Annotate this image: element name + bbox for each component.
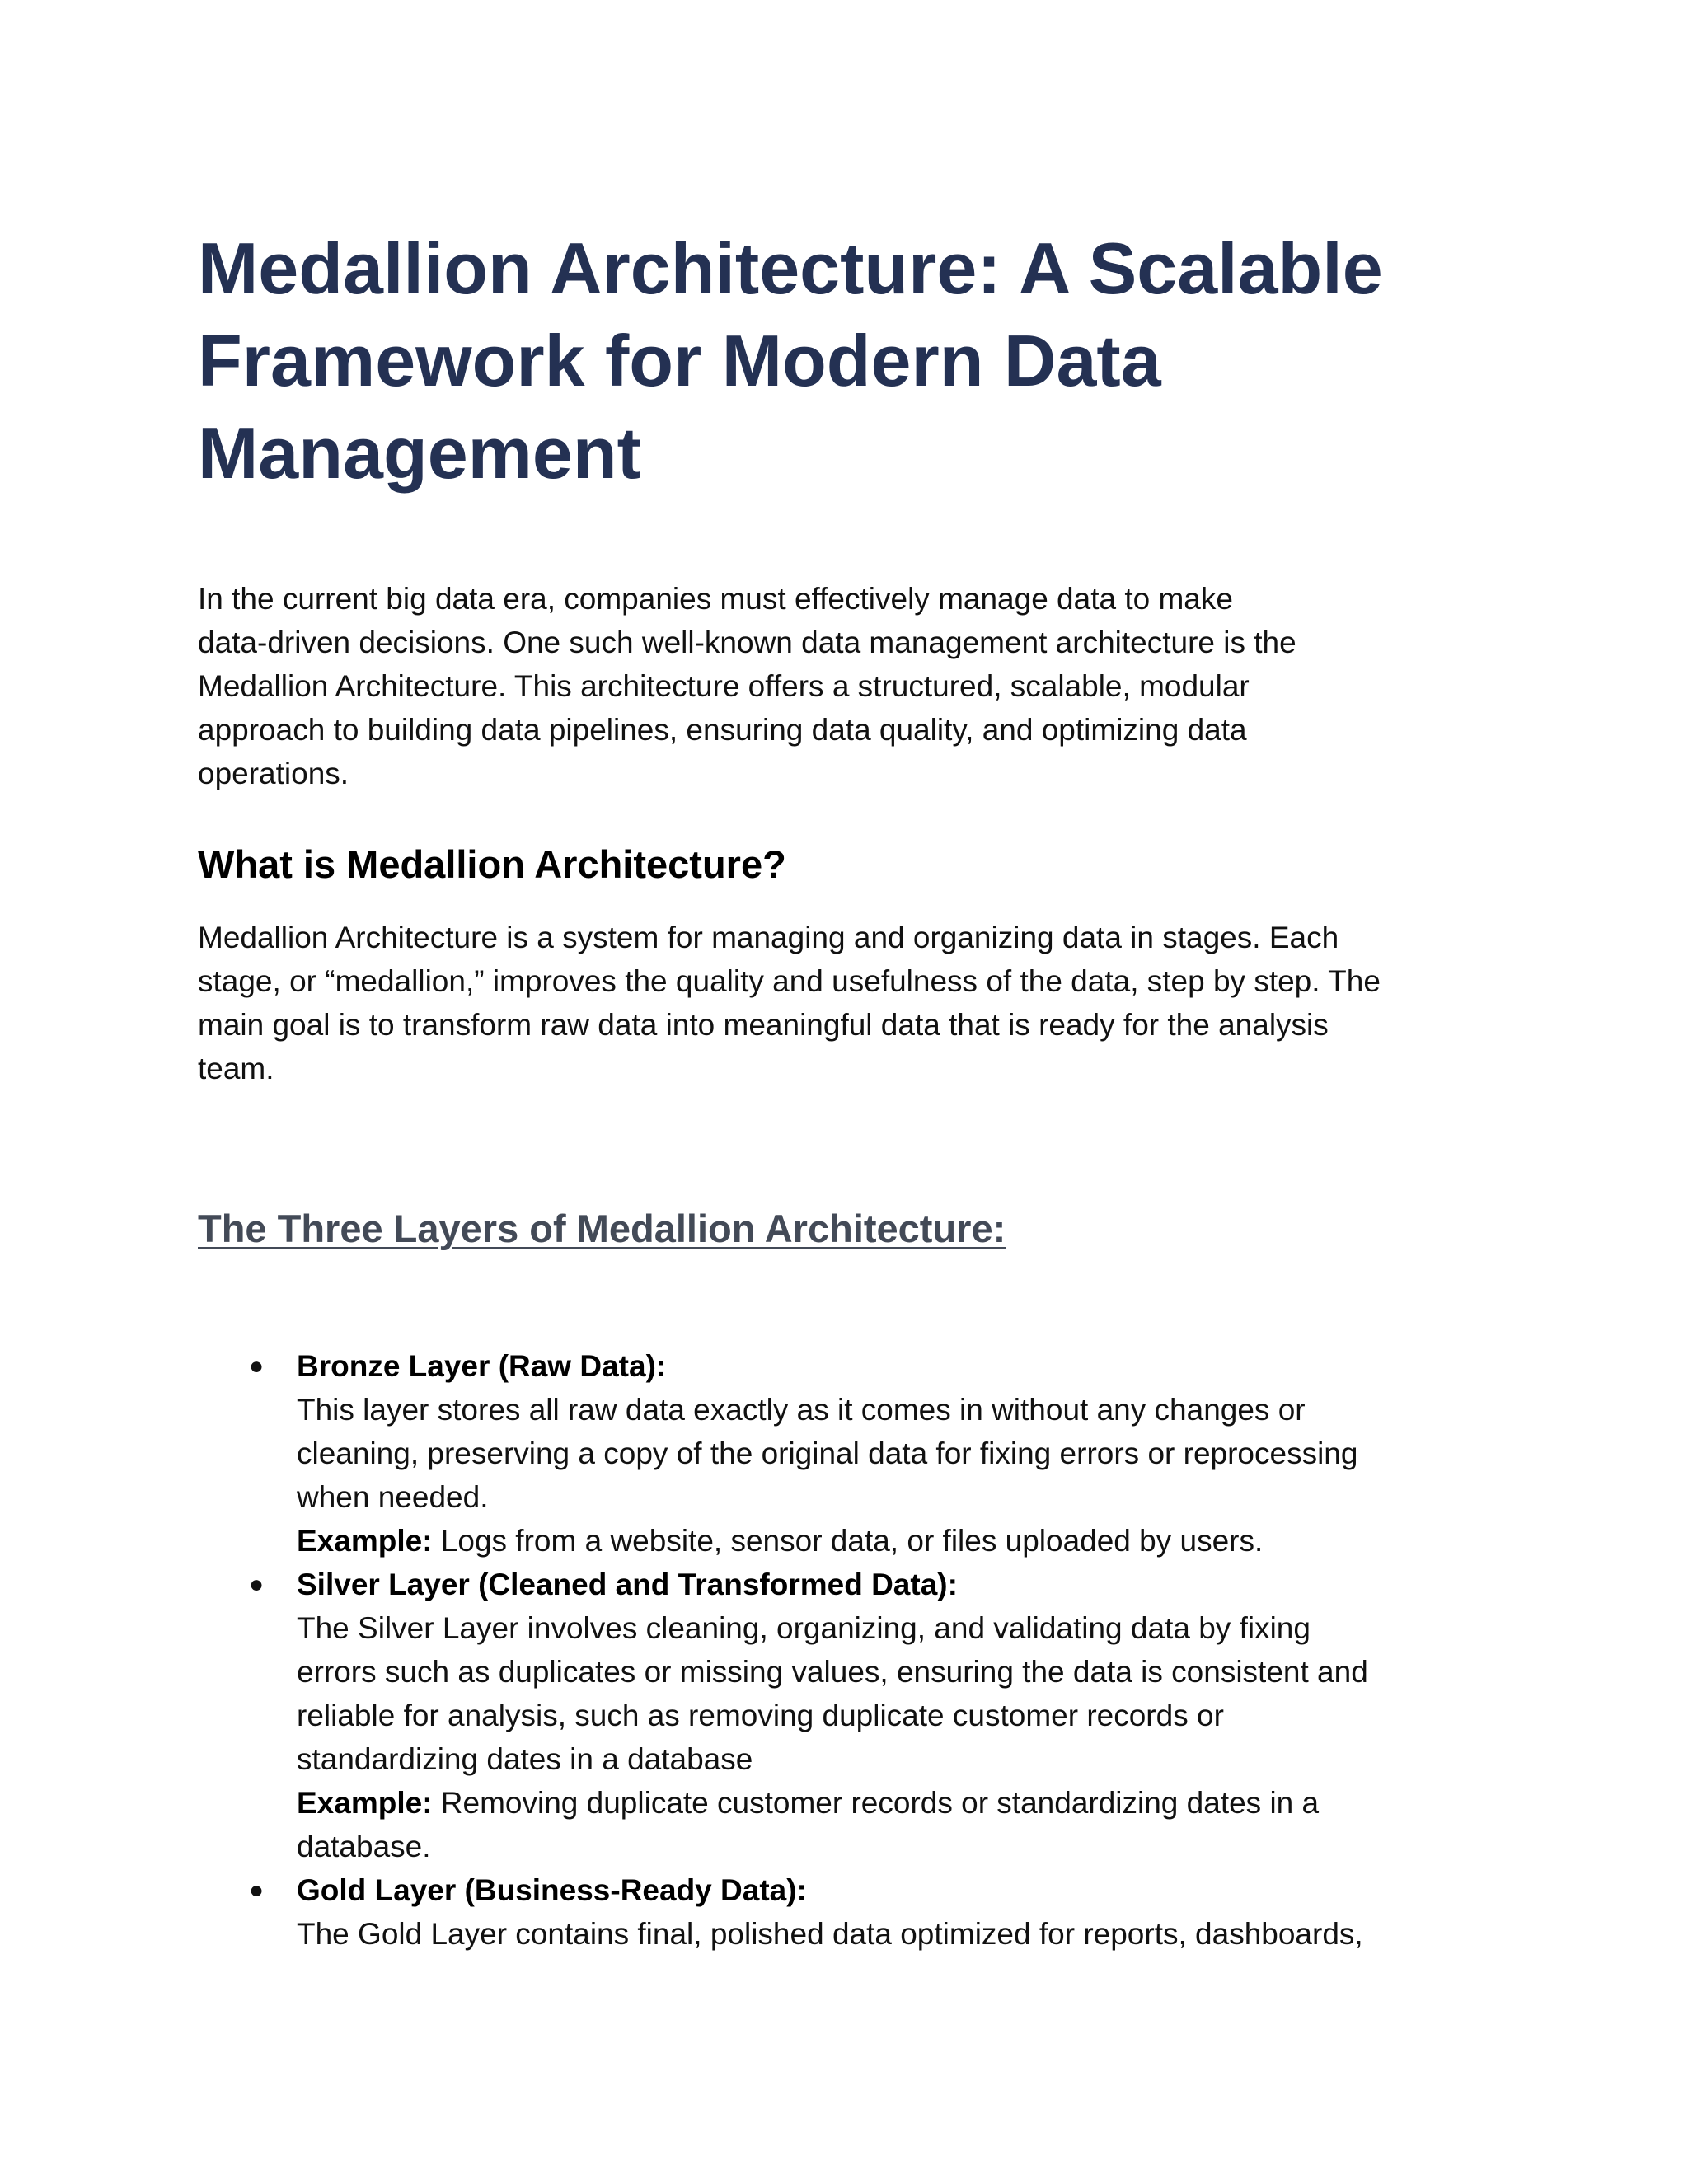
section-heading-what-is: What is Medallion Architecture? (198, 842, 786, 886)
list-item-bronze-layer (198, 1344, 1500, 1563)
example-label: Example: (297, 1786, 433, 1820)
bullet-icon: ● (249, 1571, 265, 1598)
definition-line: main goal is to transform raw data into meaningful data that is ready for the analysis (198, 1008, 1329, 1042)
document-page (198, 223, 1500, 1956)
layer-description: reliable for analysis, such as removing duplicate customer records or (297, 1699, 1224, 1732)
title-line: Framework for Modern Data (198, 320, 1161, 401)
layer-description: The Silver Layer involves cleaning, organizing, and validating data by fixing (297, 1611, 1311, 1645)
intro-paragraph (198, 577, 1500, 795)
example-text-continued: database. (297, 1830, 431, 1863)
example-label: Example: (297, 1524, 433, 1558)
layer-title: Bronze Layer (Raw Data): (297, 1349, 667, 1383)
layer-title: Gold Layer (Business-Ready Data): (297, 1873, 807, 1907)
layer-description: The Gold Layer contains final, polished data optimized for reports, dashboards, (297, 1917, 1363, 1951)
document-title (198, 223, 1500, 499)
layer-title: Silver Layer (Cleaned and Transformed Data): (297, 1568, 958, 1601)
layer-description: cleaning, preserving a copy of the original data for fixing errors or reprocessing (297, 1436, 1358, 1470)
intro-line: operations. (198, 757, 349, 790)
definition-line: team. (198, 1052, 274, 1085)
section-heading-three-layers: The Three Layers of Medallion Architecture: (198, 1207, 1006, 1250)
layer-description: when needed. (297, 1480, 489, 1514)
list-item-gold-layer (198, 1868, 1500, 1956)
definition-line: Medallion Architecture is a system for managing and organizing data in stages. Each (198, 921, 1339, 954)
intro-line: In the current big data era, companies must effectively manage data to make (198, 582, 1233, 616)
layer-example (297, 1519, 1500, 1563)
title-line: Management (198, 412, 641, 494)
list-item-silver-layer (198, 1563, 1500, 1868)
layer-description: errors such as duplicates or missing values, ensuring the data is consistent and (297, 1655, 1368, 1689)
intro-line: Medallion Architecture. This architecture offers a structured, scalable, modular (198, 669, 1250, 703)
bullet-icon: ● (249, 1877, 265, 1904)
layers-list (198, 1344, 1500, 1956)
example-text: Logs from a website, sensor data, or files uploaded by users. (432, 1524, 1264, 1558)
intro-line: data-driven decisions. One such well-known data management architecture is the (198, 626, 1296, 659)
layer-example (297, 1781, 1500, 1825)
bullet-icon: ● (249, 1352, 265, 1380)
layer-description: standardizing dates in a database (297, 1742, 753, 1776)
definition-line: stage, or “medallion,” improves the quality and usefulness of the data, step by step. The (198, 964, 1381, 998)
intro-line: approach to building data pipelines, ensuring data quality, and optimizing data (198, 713, 1247, 747)
title-line: Medallion Architecture: A Scalable (198, 227, 1383, 309)
example-text: Removing duplicate customer records or standardizing dates in a (432, 1786, 1320, 1820)
definition-paragraph (198, 916, 1500, 1090)
layer-description: This layer stores all raw data exactly as it comes in without any changes or (297, 1393, 1306, 1427)
